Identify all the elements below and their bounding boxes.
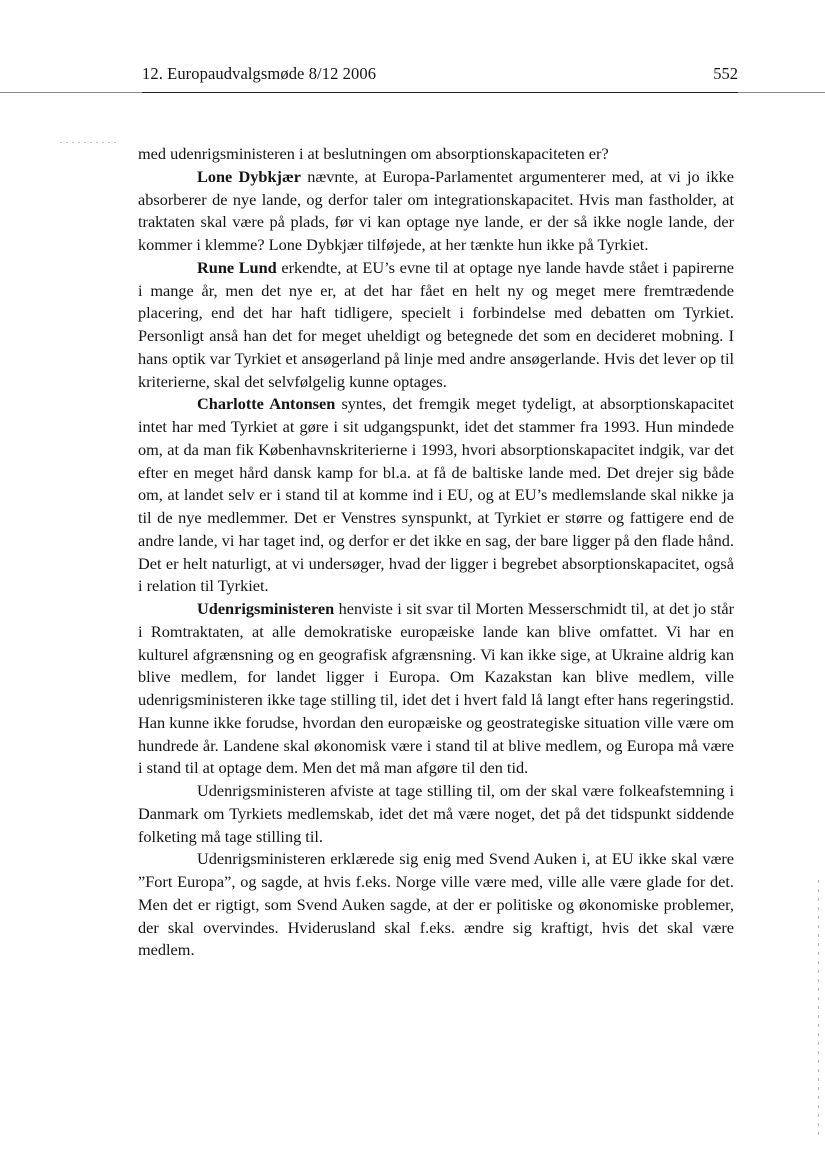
paragraph-text: henviste i sit svar til Morten Messerschmidt til, at det jo står i Romtraktaten, at alle demokratiske europæiske lande kan blive omfattet. Vi har en kulturel afgrænsning og en geografisk afgrænsning. Vi kan ikke sige, at Ukraine aldrig kan blive medlem, for landet ligger i Europa. Om Kazakstan kan blive medlem, ville udenrigsministeren ikke tage stilling til, idet det i hvert fald lå langt efter hans regeringstid. Han kunne ikke forudse, hvordan den europæiske og geostrategiske situation ville være om hundrede år. Landene skal økonomisk være i stand til at blive medlem, og Europa må være i stand til at optage dem. Men det må man afgøre til den tid. [138, 599, 734, 778]
scan-artifact-edge [818, 880, 819, 1140]
paragraph-3 [138, 257, 734, 394]
paragraph-text: Udenrigsministeren afviste at tage stilling til, om der skal være folkeafstemning i Danmark om Tyrkiets medlemskab, idet det må være noget, det på det tidspunkt siddende folketing må tage stilling til. [138, 781, 734, 846]
paragraph-text: nævnte, at Europa-Parlamentet argumenterer med, at vi jo ikke absorberer de nye lande, og derfor taler om integrationskapacitet. Hvis man fastholder, at traktaten skal være på plads, før vi kan optage nye lande, er der så ikke nogle lande, der kommer i klemme? Lone Dybkjær tilføjede, at her tænkte hun ikke på Tyrkiet. [138, 166, 734, 254]
header-title: 12. Europaudvalgsmøde 8/12 2006 [142, 64, 377, 83]
speaker-name: Lone Dybkjær [197, 166, 301, 186]
paragraph-text: syntes, det fremgik meget tydeligt, at absorptionskapacitet intet har med Tyrkiet at gøre i sit udgangspunkt, idet det stammer fra 1993. Hun mindede om, at da man fik Københavnskriterierne i 1993, hvori absorptionskapacitet indgik, var det efter en meget hård dansk kamp for bl.a. at få de baltiske lande med. Det drejer sig både om, at landet selv er i stand til at komme ind i EU, og at EU’s medlemslande skal nikke ja til de nye medlemmer. Det er Venstres synspunkt, at Tyrkiet er større og fattigere end de andre lande, vi har taget ind, og derfor er det ikke en sag, der bare ligger på den flade hånd. Det er helt naturligt, at vi undersøger, hvad der ligger i begrebet absorptionskapacitet, også i relation til Tyrkiet. [138, 394, 734, 596]
paragraph-5 [138, 598, 734, 780]
paragraph-text: erkendte, at EU’s evne til at optage nye lande havde stået i papirerne i mange år, men det nye er, at det har fået en helt ny og meget mere fremtrædende placering, end det har haft tidligere, specielt i forbindelse med debatten om Tyrkiet. Personligt anså han det for meget uheldigt og betegnede det som en decideret mobning. I hans optik var Tyrkiet et ansøgerland på linje med andre ansøgerlande. Hvis det lever op til kriterierne, skal det selvfølgelig kunne optages. [138, 257, 734, 391]
scan-artifact [60, 142, 120, 143]
page-header [142, 62, 738, 86]
paragraph-1 [138, 143, 734, 166]
paragraph-text: med udenrigsministeren i at beslutningen om absorptionskapaciteten er? [138, 144, 609, 163]
paragraph-4 [138, 393, 734, 598]
paragraph-2 [138, 166, 734, 257]
page-number: 552 [713, 64, 738, 83]
paragraph-6 [138, 780, 734, 848]
header-rule [142, 92, 738, 93]
speaker-name: Udenrigsministeren [197, 599, 335, 618]
speaker-name: Charlotte Antonsen [197, 394, 336, 414]
paragraph-text: Udenrigsministeren erklærede sig enig med Svend Auken i, at EU ikke skal være ”Fort Europa”, og sagde, at hvis f.eks. Norge ville være med, ville alle være glade for det. Men det er rigtigt, som Svend Auken sagde, at der er politiske og økonomiske problemer, der skal overvindes. Hviderusland skal f.eks. ændre sig kraftigt, hvis det skal være medlem. [138, 849, 734, 960]
speaker-name: Rune Lund [197, 257, 277, 277]
paragraph-7 [138, 848, 734, 962]
document-body [138, 143, 734, 962]
